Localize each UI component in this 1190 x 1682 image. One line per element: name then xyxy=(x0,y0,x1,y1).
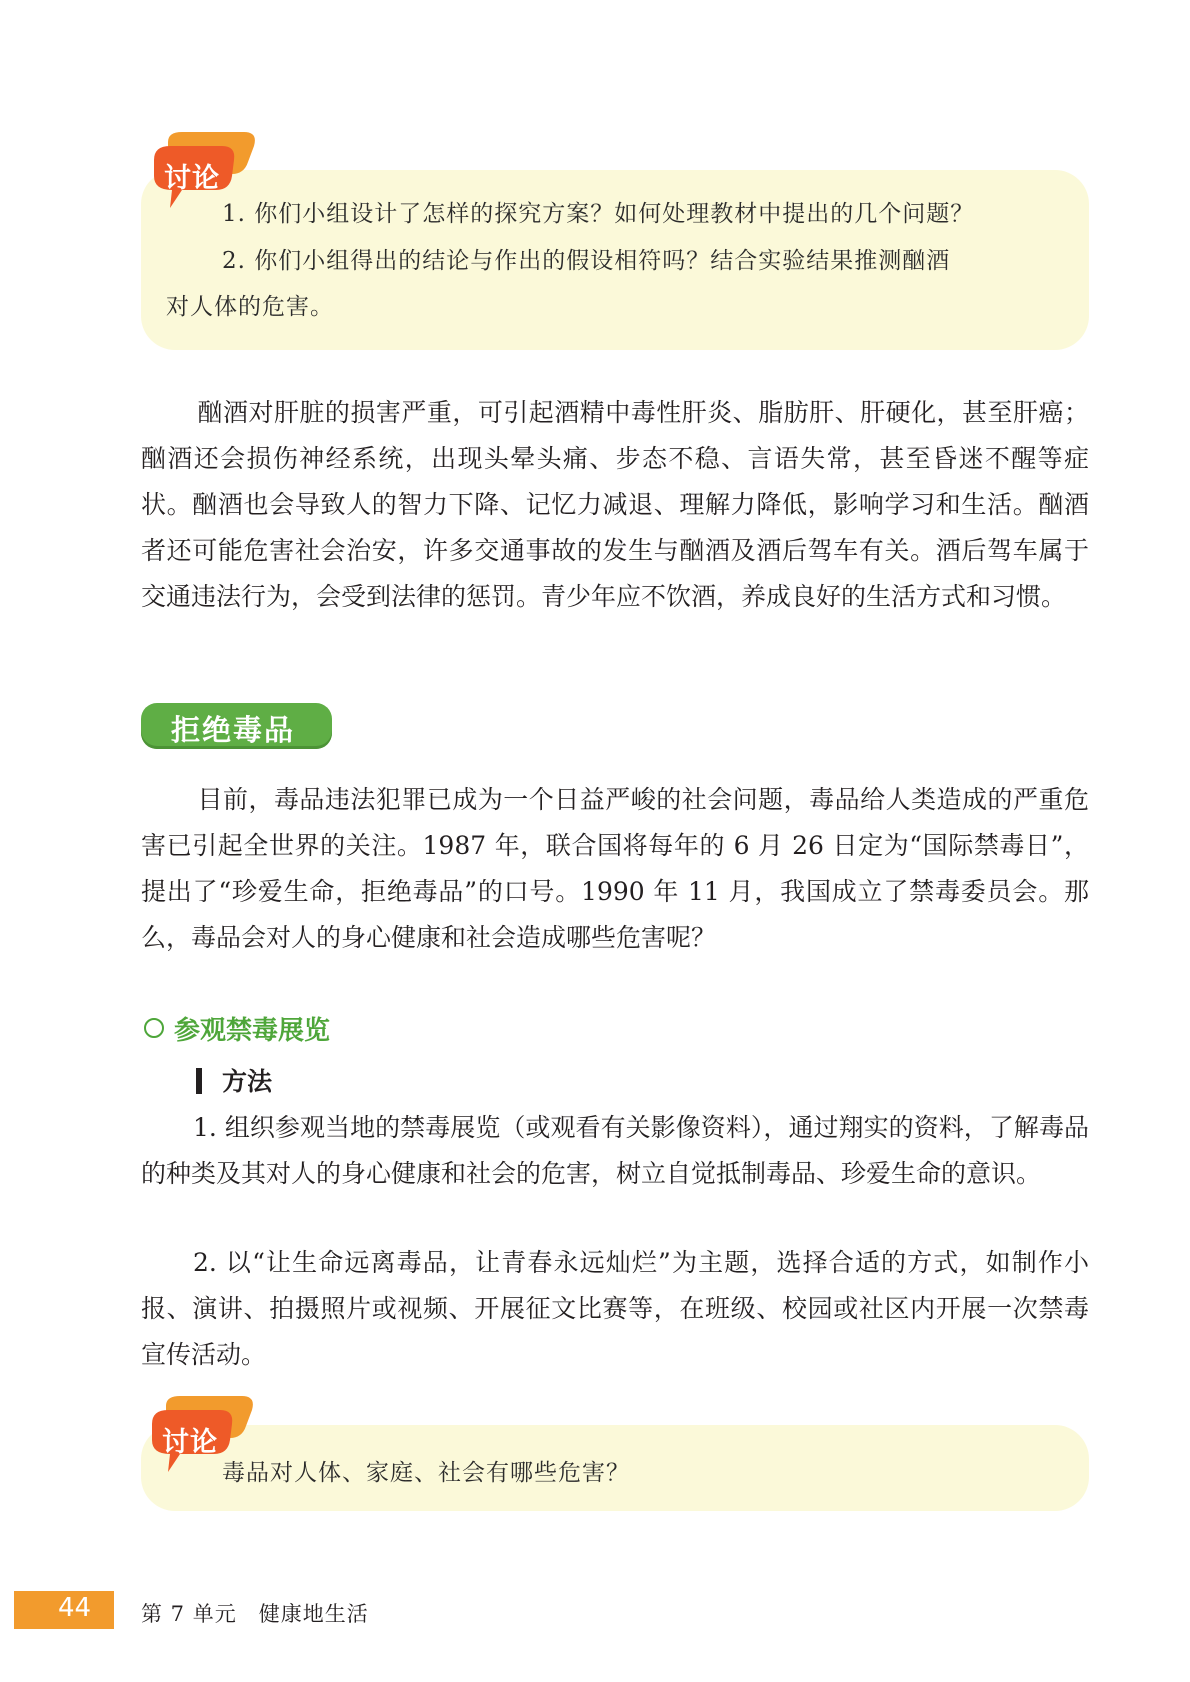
discussion-question-drugs: 毒品对人体、家庭、社会有哪些危害？ xyxy=(222,1460,630,1486)
alcohol-paragraph: 酗酒对肝脏的损害严重，可引起酒精中毒性肝炎、脂肪肝、肝硬化，甚至肝癌；酗酒还会损伤神经系统，出现头晕头痛、步态不稳、言语失常，甚至昏迷不醒等症状。酗酒也会导致人的智力下降、记忆力减退、理解力降低，影响学习和生活。酗酒者还可能危害社会治安，许多交通事故的发生与酗酒及酒后驾车有关。酒后驾车属于交通违法行为，会受到法律的惩罚。青少年应不饮酒，养成良好的生活方式和习惯。 xyxy=(141,398,1089,611)
method-heading: 方法 xyxy=(196,1062,272,1098)
circle-bullet-icon xyxy=(144,1018,164,1038)
method-step-1: 1. 组织参观当地的禁毒展览（或观看有关影像资料），通过翔实的资料，了解毒品的种类及其对人的身心健康和社会的危害，树立自觉抵制毒品、珍爱生命的意识。 xyxy=(141,1113,1089,1188)
page-number-tab xyxy=(14,1591,114,1629)
section-title-pill xyxy=(141,703,332,749)
discussion-question-1: 1. 你们小组设计了怎样的探究方案？如何处理教材中提出的几个问题？ xyxy=(222,201,975,227)
method-step-2: 2. 以“让生命远离毒品，让青春永远灿烂”为主题，选择合适的方式，如制作小报、演讲、拍摄照片或视频、开展征文比赛等，在班级、校园或社区内开展一次禁毒宣传活动。 xyxy=(141,1248,1089,1369)
activity-title: 参观禁毒展览 xyxy=(144,1010,330,1047)
discussion-badge-label: 讨论 xyxy=(164,163,220,194)
discussion-question-2: 2. 你们小组得出的结论与作出的假设相符吗？结合实验结果推测酗酒 xyxy=(222,248,951,274)
unit-title: 第 7 单元 健康地生活 xyxy=(141,1602,369,1626)
discussion-badge-label: 讨论 xyxy=(162,1427,218,1458)
discussion-question-2-cont: 对人体的危害。 xyxy=(166,294,334,320)
section-title: 拒绝毒品 xyxy=(171,713,296,747)
page-number: 44 xyxy=(58,1593,92,1623)
bar-marker-icon xyxy=(196,1068,202,1094)
drugs-intro-paragraph: 目前，毒品违法犯罪已成为一个日益严峻的社会问题，毒品给人类造成的严重危害已引起全世界的关注。1987 年，联合国将每年的 6 月 26 日定为“国际禁毒日”，提出了“珍爱生命，拒绝毒品”的口号。1990 年 11 月，我国成立了禁毒委员会。那么，毒品会对人的身心健康和社会造成哪些危害呢？ xyxy=(141,785,1089,952)
